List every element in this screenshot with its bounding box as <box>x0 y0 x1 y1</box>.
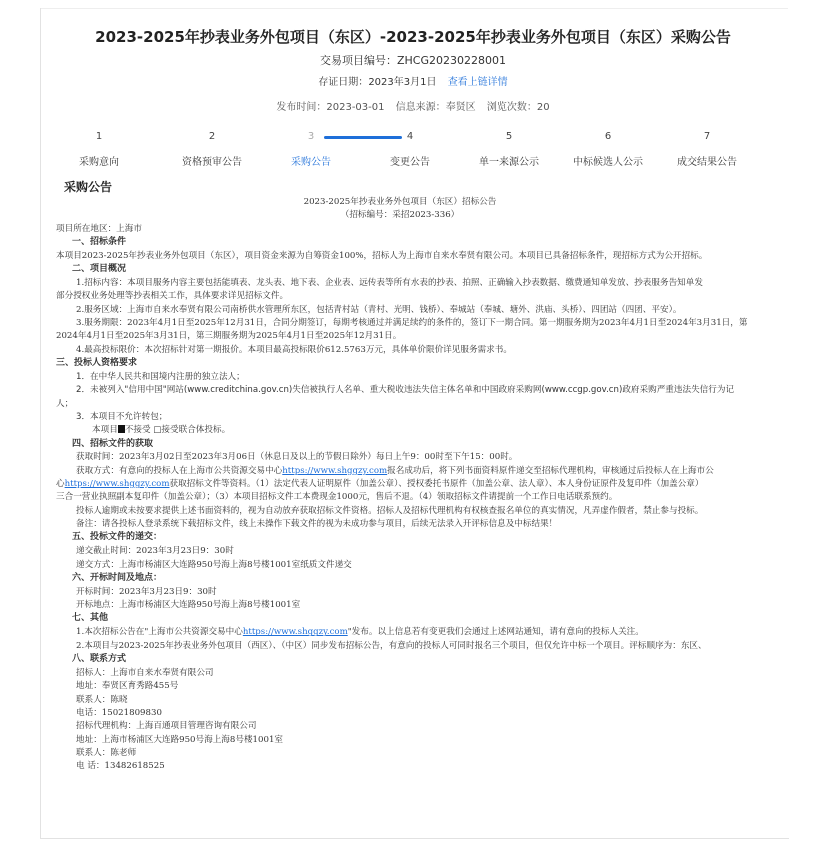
text: 获取方式：有意向的投标人在上海市公共资源交易中心 <box>76 465 283 476</box>
paragraph: 2．未被列入"信用中国"网站(www.creditchina.gov.cn)失信被执行人名单、重大税收违法失信主体名单和中国政府采购网(www.ccgp.gov.cn)政府采购严重违法失信行为记 <box>76 385 735 396</box>
contact-line: 电 话：13482618525 <box>76 761 165 772</box>
step-number: 4 <box>406 131 414 142</box>
shggzy-link[interactable]: https://www.shggzy.com <box>64 479 170 490</box>
views-count: 20 <box>536 102 550 113</box>
heading-bidding-conditions: 一、招标条件 <box>72 236 127 247</box>
consortium-option <box>56 424 788 437</box>
process-steps <box>50 130 826 170</box>
text: 获取招标文件等资料。（1）法定代表人证明原件（加盖公章）、授权委托书原件（加盖公章、法人章）、本人身份证原件及复印件（加盖公章） <box>169 479 704 490</box>
text: 心 <box>56 479 65 490</box>
step-label: 资格预审公告 <box>182 157 242 168</box>
paragraph: 2.服务区域：上海市自来水奉贤有限公司南桥供水管理所东区，包括青村站（青村、光明、钱桥）、奉城站（奉城、塘外、洪庙、头桥）、四团站（四团、平安）。 <box>76 304 682 315</box>
step-label: 采购意向 <box>79 157 119 168</box>
step-label: 中标候选人公示 <box>573 157 643 168</box>
paragraph <box>56 465 788 478</box>
heading-submission: 五、投标文件的递交： <box>72 532 163 543</box>
contact-line: 招标人：上海市自来水奉贤有限公司 <box>76 667 214 678</box>
heading-project-overview: 二、项目概况 <box>72 264 127 275</box>
step-number: 6 <box>604 131 612 142</box>
project-code <box>0 52 826 68</box>
step-label: 单一来源公示 <box>479 157 539 168</box>
contact-line: 电话：15021809830 <box>76 707 162 718</box>
heading-other: 七、其他 <box>72 613 109 624</box>
step-number: 1 <box>95 131 103 142</box>
project-code-value: ZHCG20230228001 <box>397 54 506 67</box>
notice-title: 2023-2025年抄表业务外包项目（东区）招标公告 <box>303 197 497 207</box>
notice-body <box>56 196 788 773</box>
paragraph: 1.招标内容：本项目服务内容主要包括能填表、龙头表、地下表、企业表、远传表等所有水表的抄表、拍照、正确输入抄表数据、缴费通知单发放、抄表服务告知单发 <box>76 278 703 289</box>
consortium-prefix: 本项目 <box>92 425 118 436</box>
step-procurement-notice[interactable] <box>262 130 360 168</box>
paragraph: 2.本项目与2023-2025年抄表业务外包项目（西区）、（中区）同步发布招标公告，有意向的投标人可同时报名三个项目，但仅允许中标一个项目。评标顺序为：东区、 <box>76 640 707 651</box>
paragraph: 本项目2023-2025年抄表业务外包项目（东区），项目资金来源为自筹资金100%，招标人为上海市自来水奉贤有限公司。本项目已具备招标条件，现招标方式为公开招标。 <box>56 250 708 261</box>
text: 1.本次招标公告在"上海市公共资源交易中心 <box>76 627 243 638</box>
paragraph: 递交方式：上海市杨浦区大连路950号海上海8号楼1001室纸质文件递交 <box>76 559 352 570</box>
heading-bid-opening: 六、开标时间及地点： <box>72 572 163 583</box>
step-result-notice[interactable] <box>658 130 756 168</box>
step-number: 7 <box>703 131 711 142</box>
paragraph: 投标人逾期或未按要求提供上述书面资料的，视为自动放弃获取招标文件资格。招标人及招标代理机构有权核查报名单位的真实情况，凡弄虚作假者，禁止参与投标。 <box>76 505 704 516</box>
step-label: 成交结果公告 <box>677 157 737 168</box>
shggzy-link[interactable]: https://www.shggzy.com <box>242 627 348 638</box>
save-date <box>0 73 826 88</box>
step-candidate-publicity[interactable] <box>559 130 657 168</box>
consortium-options: 不接受 □接受联合体投标。 <box>124 425 231 436</box>
heading-contact: 八、联系方式 <box>72 654 127 664</box>
contact-line: 招标代理机构：上海百通项目管理咨询有限公司 <box>76 721 257 732</box>
heading-obtain-documents: 四、招标文件的获取 <box>72 438 154 449</box>
section-heading: 采购公告 <box>64 180 113 194</box>
publish-time: 2023-03-01 <box>326 102 385 113</box>
step-prequalification[interactable] <box>163 130 261 168</box>
paragraph: 开标时间：2023年3月23日9：30时 <box>76 586 217 597</box>
heading-qualification: 三、投标人资格要求 <box>56 358 138 368</box>
paragraph: 人； <box>56 398 74 409</box>
text: "发布。以上信息若有变更我们会通过上述网站通知，请有意向的投标人关注。 <box>347 627 644 638</box>
project-code-label: 交易项目编号： <box>320 54 397 67</box>
step-number: 3 <box>307 131 315 142</box>
shggzy-link[interactable]: https://www.shggzy.com <box>282 465 388 476</box>
publish-time-label: 发布时间： <box>276 102 327 113</box>
source: 奉贤区 <box>445 102 476 113</box>
step-number: 5 <box>505 131 513 142</box>
paragraph: 4.最高投标限价：本次招标针对第一期报价。本项目最高投标限价612.5763万元，具体单价限价详见服务需求书。 <box>76 344 512 355</box>
notice-subtitle: （招标编号：采招2023-336） <box>340 210 460 221</box>
contact-line: 地址：奉贤区育秀路455号 <box>76 681 179 692</box>
step-label: 变更公告 <box>390 157 430 168</box>
text: 报名成功后，将下列书面资料原件递交至招标代理机构，审核通过后投标人在上海市公 <box>387 465 714 476</box>
paragraph <box>56 478 788 491</box>
save-date-value: 2023年3月1日 <box>368 77 437 88</box>
step-number: 2 <box>208 131 216 142</box>
page-title: 2023-2025年抄表业务外包项目（东区）-2023-2025年抄表业务外包项目（东区）采购公告 <box>95 28 731 46</box>
paragraph: 三合一营业执照副本复印件（加盖公章）；（3）本项目招标文件工本费现金1000元，售后不退。（4）领取招标文件请提前一个工作日电话联系预约。 <box>56 492 618 503</box>
source-label: 信息来源： <box>395 102 446 113</box>
paragraph: 部分授权业务处理等抄表相关工作，具体要求详见招标文件。 <box>56 291 289 302</box>
publish-meta <box>0 98 826 113</box>
step-label: 采购公告 <box>291 157 331 168</box>
project-region: 项目所在地区：上海市 <box>56 223 142 234</box>
step-change-notice[interactable] <box>361 130 459 168</box>
paragraph: 3.服务期限：2023年4月1日至2025年12月31日，合同分期签订，每期考核通过并满足续约的条件的，签订下一期合同。第一期服务期为2023年4月1日至2024年3月31日，第 <box>76 318 748 329</box>
paragraph <box>56 626 788 639</box>
paragraph: 2024年4月1日至2025年3月31日，第三期服务期为2025年4月1日至2025年12月31日。 <box>56 331 402 342</box>
paragraph: 3．本项目不允许转包； <box>76 411 168 422</box>
paragraph: 获取时间：2023年3月02日至2023年3月06日（休息日及以上的节假日除外）每日上午9：00时至下午15：00时。 <box>76 452 518 463</box>
paragraph: 递交截止时间：2023年3月23日9：30时 <box>76 546 234 557</box>
contact-line: 地址：上海市杨浦区大连路950号海上海8号楼1001室 <box>76 734 284 745</box>
paragraph: 开标地点：上海市杨浦区大连路950号海上海8号楼1001室 <box>76 600 301 611</box>
contact-line: 联系人：陈晓 <box>76 694 128 705</box>
views-label: 浏览次数： <box>486 102 537 113</box>
contact-line: 联系人：陈老师 <box>76 747 137 758</box>
step-intent[interactable] <box>50 130 148 168</box>
step-single-source[interactable] <box>460 130 558 168</box>
paragraph: 1．在中华人民共和国境内注册的独立法人； <box>76 371 245 382</box>
save-date-label: 存证日期： <box>318 77 369 88</box>
view-chain-details-link[interactable]: 查看上链详情 <box>447 77 508 88</box>
checked-box-icon <box>118 425 125 433</box>
paragraph: 备注：请各投标人登录系统下载招标文件，线上未操作下载文件的视为未成功参与项目，后续无法录入开评标信息及中标结果！ <box>76 519 558 529</box>
